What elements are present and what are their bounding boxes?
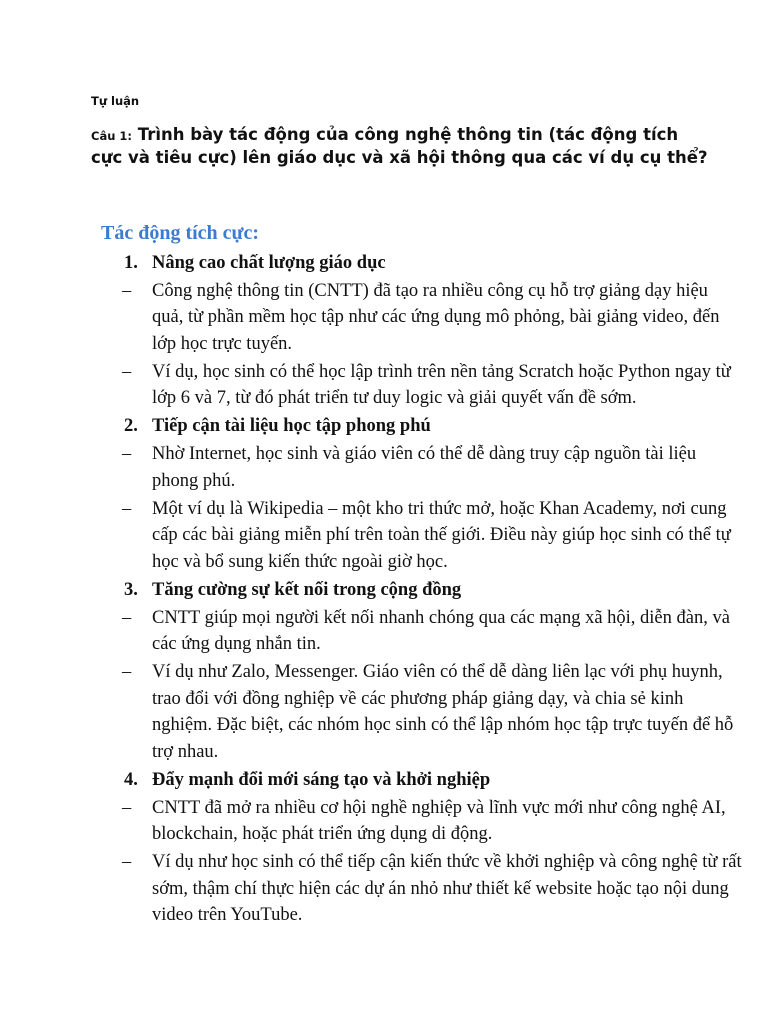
impact-list (122, 248, 742, 929)
bullet-text: Một ví dụ là Wikipedia – một kho tri thức mở, hoặc Khan Academy, nơi cung cấp các bài giảng miễn phí trên toàn thế giới. Điều này giúp học sinh có thể tự học và bổ sung kiến thức ngoài giờ học. (152, 498, 731, 572)
dash-marker: – (122, 662, 132, 682)
bullet-text: Ví dụ như Zalo, Messenger. Giáo viên có thể dễ dàng liên lạc với phụ huynh, trao đổi với đồng nghiệp về các phương pháp giảng dạy, và chia sẻ kinh nghiệm. Đặc biệt, các nhóm học sinh có thể lập nhóm học tập trực tuyến để hỗ trợ nhau. (152, 662, 734, 762)
impact-number: 1. (124, 252, 138, 273)
impact-number: 3. (124, 579, 138, 600)
impact-title-text: Nâng cao chất lượng giáo dục (152, 252, 386, 273)
bullet-item (122, 496, 742, 576)
impact-number: 2. (124, 416, 138, 436)
bullet-item (122, 359, 742, 412)
bullet-text: Ví dụ, học sinh có thể học lập trình trên nền tảng Scratch hoặc Python ngay từ lớp 6 và 7, từ đó phát triển tư duy logic và giải quyết vấn đề sớm. (152, 361, 731, 408)
impact-item (122, 413, 742, 575)
dash-marker: – (122, 852, 132, 872)
impact-number: 4. (124, 769, 138, 790)
bullet-item (122, 441, 742, 494)
bullet-item (122, 605, 742, 658)
dash-marker: – (122, 797, 132, 818)
dash-marker: – (122, 498, 132, 519)
question (91, 124, 711, 169)
impact-title (122, 250, 742, 277)
impact-title-text: Tiếp cận tài liệu học tập phong phú (152, 416, 431, 436)
impact-title (122, 577, 742, 604)
impact-title (122, 413, 742, 440)
question-text: Trình bày tác động của công nghệ thông tin (tác động tích cực và tiêu cực) lên giáo dục và xã hội thông qua các ví dụ cụ thể? (91, 125, 708, 167)
impact-item (122, 250, 742, 412)
impact-item (122, 577, 742, 766)
bullet-text: Nhờ Internet, học sinh và giáo viên có thể dễ dàng truy cập nguồn tài liệu phong phú. (152, 444, 697, 491)
bullet-text: Ví dụ như học sinh có thể tiếp cận kiến thức về khởi nghiệp và công nghệ từ rất sớm, thậm chí thực hiện các dự án nhỏ như thiết kế website hoặc tạo nội dung video trên YouTube. (152, 852, 742, 925)
bullet-text: Công nghệ thông tin (CNTT) đã tạo ra nhiều công cụ hỗ trợ giảng dạy hiệu quả, từ phần mềm học tập như các ứng dụng mô phỏng, bài giảng video, đến lớp học trực tuyến. (152, 280, 720, 354)
impact-item (122, 767, 742, 929)
bullet-item (122, 849, 742, 929)
bullet-text: CNTT đã mở ra nhiều cơ hội nghề nghiệp và lĩnh vực mới như công nghệ AI, blockchain, hoặc phát triển ứng dụng di động. (152, 797, 726, 844)
impact-title-text: Tăng cường sự kết nối trong cộng đồng (152, 579, 462, 600)
bullet-item (122, 278, 742, 358)
impact-title (122, 767, 742, 794)
dash-marker: – (122, 361, 132, 382)
question-number: Câu 1: (91, 129, 132, 143)
dash-marker: – (122, 280, 132, 301)
dash-marker: – (122, 444, 132, 464)
positive-impacts-heading: Tác động tích cực: (101, 222, 260, 244)
bullet-text: CNTT giúp mọi người kết nối nhanh chóng qua các mạng xã hội, diễn đàn, và các ứng dụng nhắn tin. (152, 607, 730, 654)
dash-marker: – (122, 607, 132, 628)
impact-title-text: Đẩy mạnh đổi mới sáng tạo và khởi nghiệp (152, 769, 491, 790)
section-label: Tự luận (91, 94, 140, 108)
bullet-item (122, 795, 742, 848)
bullet-item (122, 659, 742, 765)
